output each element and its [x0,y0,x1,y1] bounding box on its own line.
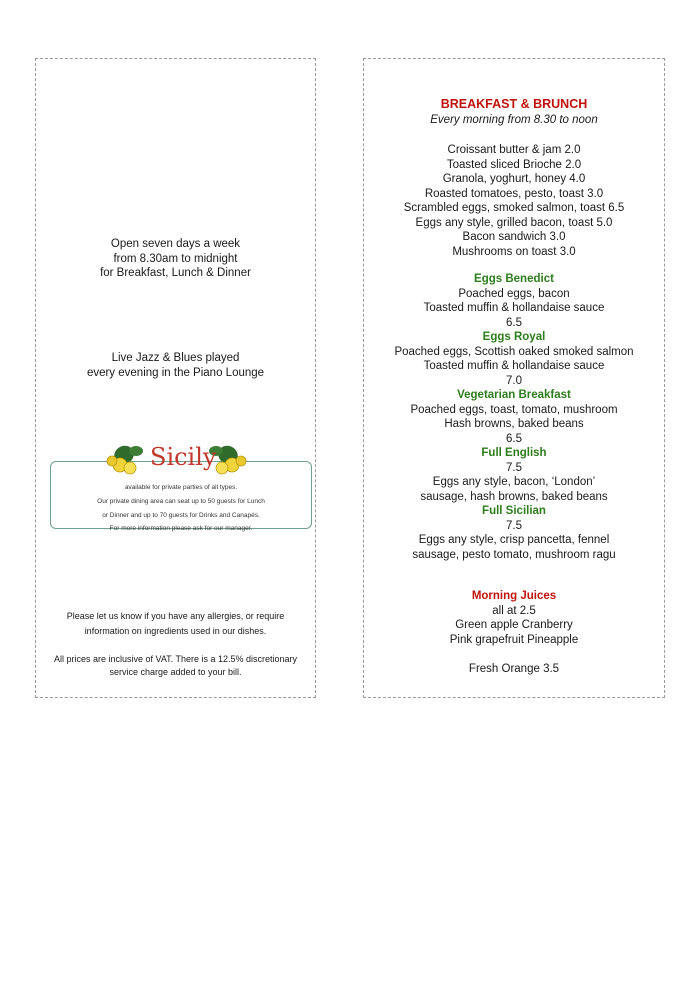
menu-item: Roasted tomatoes, pesto, toast 3.0 [424,187,604,200]
jazz-line: every evening in the Piano Lounge [86,366,265,379]
simple-items-list [364,143,664,259]
private-line: available for private parties of all types. [124,484,238,491]
opening-hours [36,237,315,281]
dish-name: Full English [481,447,547,459]
private-line: Our private dining area can seat up to 50 guests for Lunch [97,498,265,505]
menu-subtitle: Every morning from 8.30 to noon [430,114,598,126]
vat-notice [36,653,315,679]
dish-line: Eggs any style, bacon, ‘London’ [432,476,596,488]
dish-line: sausage, pesto tomato, mushroom ragu [412,548,616,561]
allergy-notice [36,609,315,639]
menu-item: Eggs any style, grilled bacon, toast 5.0 [415,216,613,229]
private-line: or Dinner and up to 70 guests for Drinks and Canapés. [102,512,260,519]
juices-title: Morning Juices [471,590,557,602]
hours-line: for Breakfast, Lunch & Dinner [100,267,251,279]
dish-name: Eggs Royal [482,331,546,343]
dish-price: 6.5 [506,432,522,445]
menu-title: BREAKFAST & BRUNCH [440,97,588,111]
menu-item: Toasted sliced Brioche 2.0 [446,158,582,171]
vat-line: service charge added to your bill. [109,667,242,677]
dish-line: sausage, hash browns, baked beans [420,490,608,503]
menu-item: Scrambled eggs, smoked salmon, toast 6.5 [403,202,625,214]
menu-item: Mushrooms on toast 3.0 [452,245,576,258]
fresh-orange: Fresh Orange 3.5 [468,663,560,675]
breakfast-menu-panel [363,58,665,698]
menu-item: Croissant butter & jam 2.0 [447,144,581,156]
dish-price: 7.0 [506,374,522,387]
allergy-line: Please let us know if you have any allergies, or require [66,611,285,621]
dish-name: Full Sicilian [482,505,546,517]
dish-price: 6.5 [506,316,522,329]
dish-line: Toasted muffin & hollandaise sauce [423,302,605,314]
left-menu-panel [35,58,316,698]
juice-line: Green apple Cranberry [455,619,573,631]
jazz-line: Live Jazz & Blues played [111,352,240,364]
dish-price: 7.5 [506,461,522,474]
juice-line: Pink grapefruit Pineapple [449,633,579,646]
menu-item: Granola, yoghurt, honey 4.0 [442,173,586,185]
dish-name: Vegetarian Breakfast [457,389,571,401]
menu-item: Bacon sandwich 3.0 [462,231,566,243]
dish-price: 7.5 [506,519,522,532]
dish-line: Poached eggs, Scottish oaked smoked salmon [394,345,634,358]
sicily-wordmark: Sicily [150,443,217,471]
juices-section [364,589,664,647]
dish-line: Eggs any style, crisp pancetta, fennel [418,534,610,546]
juice-line: all at 2.5 [492,604,536,617]
dish-line: Poached eggs, bacon [458,287,570,300]
hours-line: Open seven days a week [110,238,241,250]
dish-line: Poached eggs, toast, tomato, mushroom [410,403,618,416]
private-line: For more information please ask for our manager. [109,525,253,532]
allergy-line: information on ingredients used in our dishes. [84,626,267,636]
dish-line: Hash browns, baked beans [444,418,584,430]
hours-line: from 8.30am to midnight [113,252,238,265]
dish-line: Toasted muffin & hollandaise sauce [423,360,605,372]
live-music-note [36,351,315,380]
signature-dishes [364,272,664,562]
sicily-logo [102,441,252,477]
vat-line: All prices are inclusive of VAT. There is a 12.5% discretionary [53,654,298,664]
dish-name: Eggs Benedict [474,273,554,285]
